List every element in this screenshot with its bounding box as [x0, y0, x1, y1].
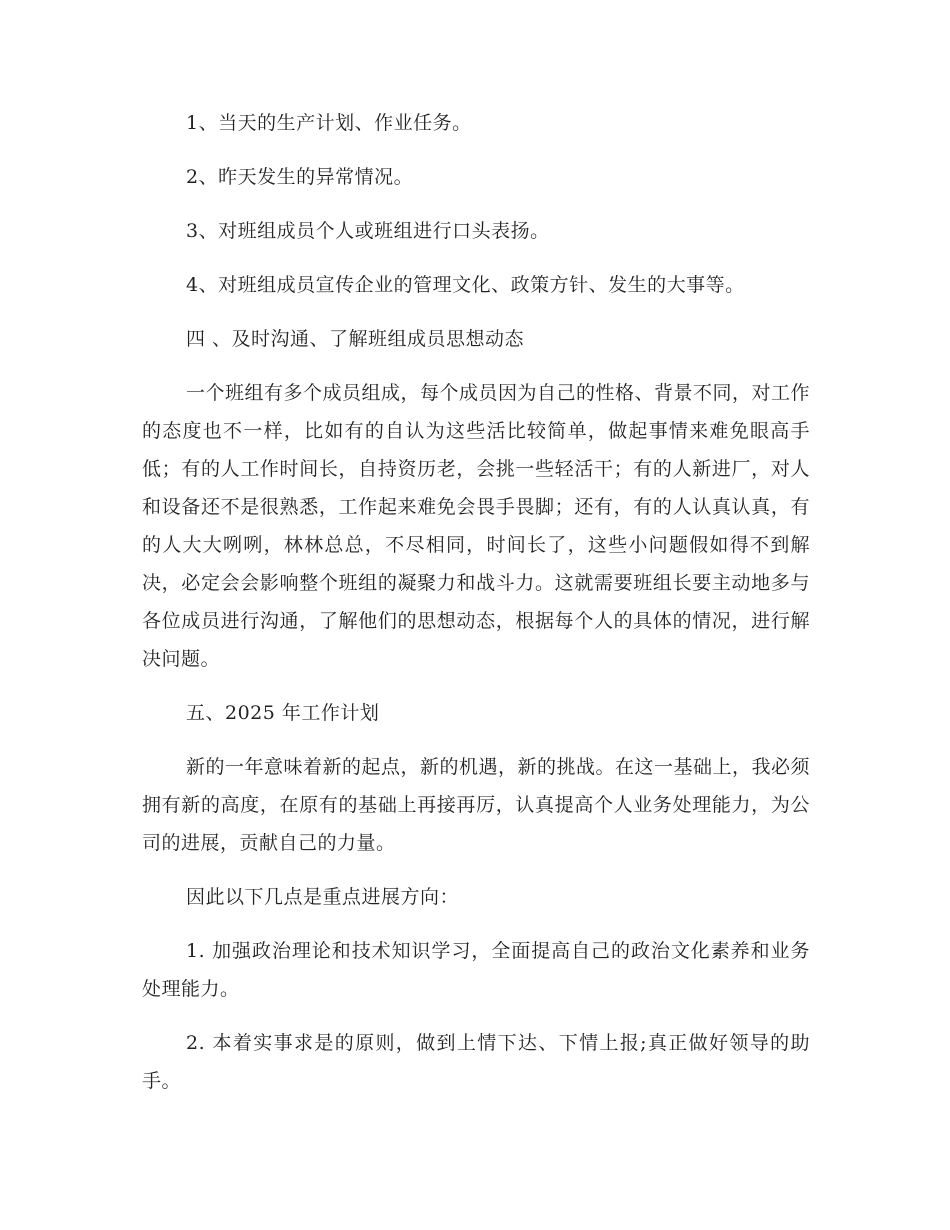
paragraph-new-year: 新的一年意味着新的起点，新的机遇，新的挑战。在这一基础上，我必须拥有新的高度，在原有的基础上再接再厉，认真提高个人业务处理能力，为公司的进展，贡献自己的力量。	[142, 756, 811, 854]
section-heading-communication: 四 、及时沟通、了解班组成员思想动态	[186, 328, 525, 350]
list-item-abnormal-situations: 2、昨天发生的异常情况。	[186, 166, 414, 188]
plan-item-study: 1. 加强政治理论和技术知识学习，全面提高自己的政治文化素养和业务处理能力。	[142, 940, 810, 1000]
paragraph-team-communication: 一个班组有多个成员组成，每个成员因为自己的性格、背景不同，对工作的态度也不一样，比如有的自认为这些活比较简单，做起事情来难免眼高手低；有的人工作时间长，自持资历老，会挑一些轻活干；有的人新进厂，对人和设备还不是很熟悉，工作起来难免会畏手畏脚；还有，有的人认真认真，有的人大大咧咧，林林总总，不尽相同，时间长了，这些小问题假如得不到解决，必定会会影响整个班组的凝聚力和战斗力。这就需要班组长要主动地多与各位成员进行沟通，了解他们的思想动态，根据每个人的具体的情况，进行解决问题。	[142, 382, 811, 670]
list-item-corporate-culture: 4、对班组成员宣传企业的管理文化、政策方针、发生的大事等。	[186, 274, 745, 296]
section-heading-work-plan: 五、2025 年工作计划	[186, 702, 380, 724]
list-item-production-plan: 1、当天的生产计划、作业任务。	[186, 112, 472, 134]
document-body	[142, 104, 810, 1116]
plan-item-assistant: 2. 本着实事求是的原则，做到上情下达、下情上报;真正做好领导的助手。	[142, 1032, 810, 1092]
paragraph-key-directions: 因此以下几点是重点进展方向：	[186, 886, 460, 908]
list-item-verbal-praise: 3、对班组成员个人或班组进行口头表扬。	[186, 220, 550, 242]
